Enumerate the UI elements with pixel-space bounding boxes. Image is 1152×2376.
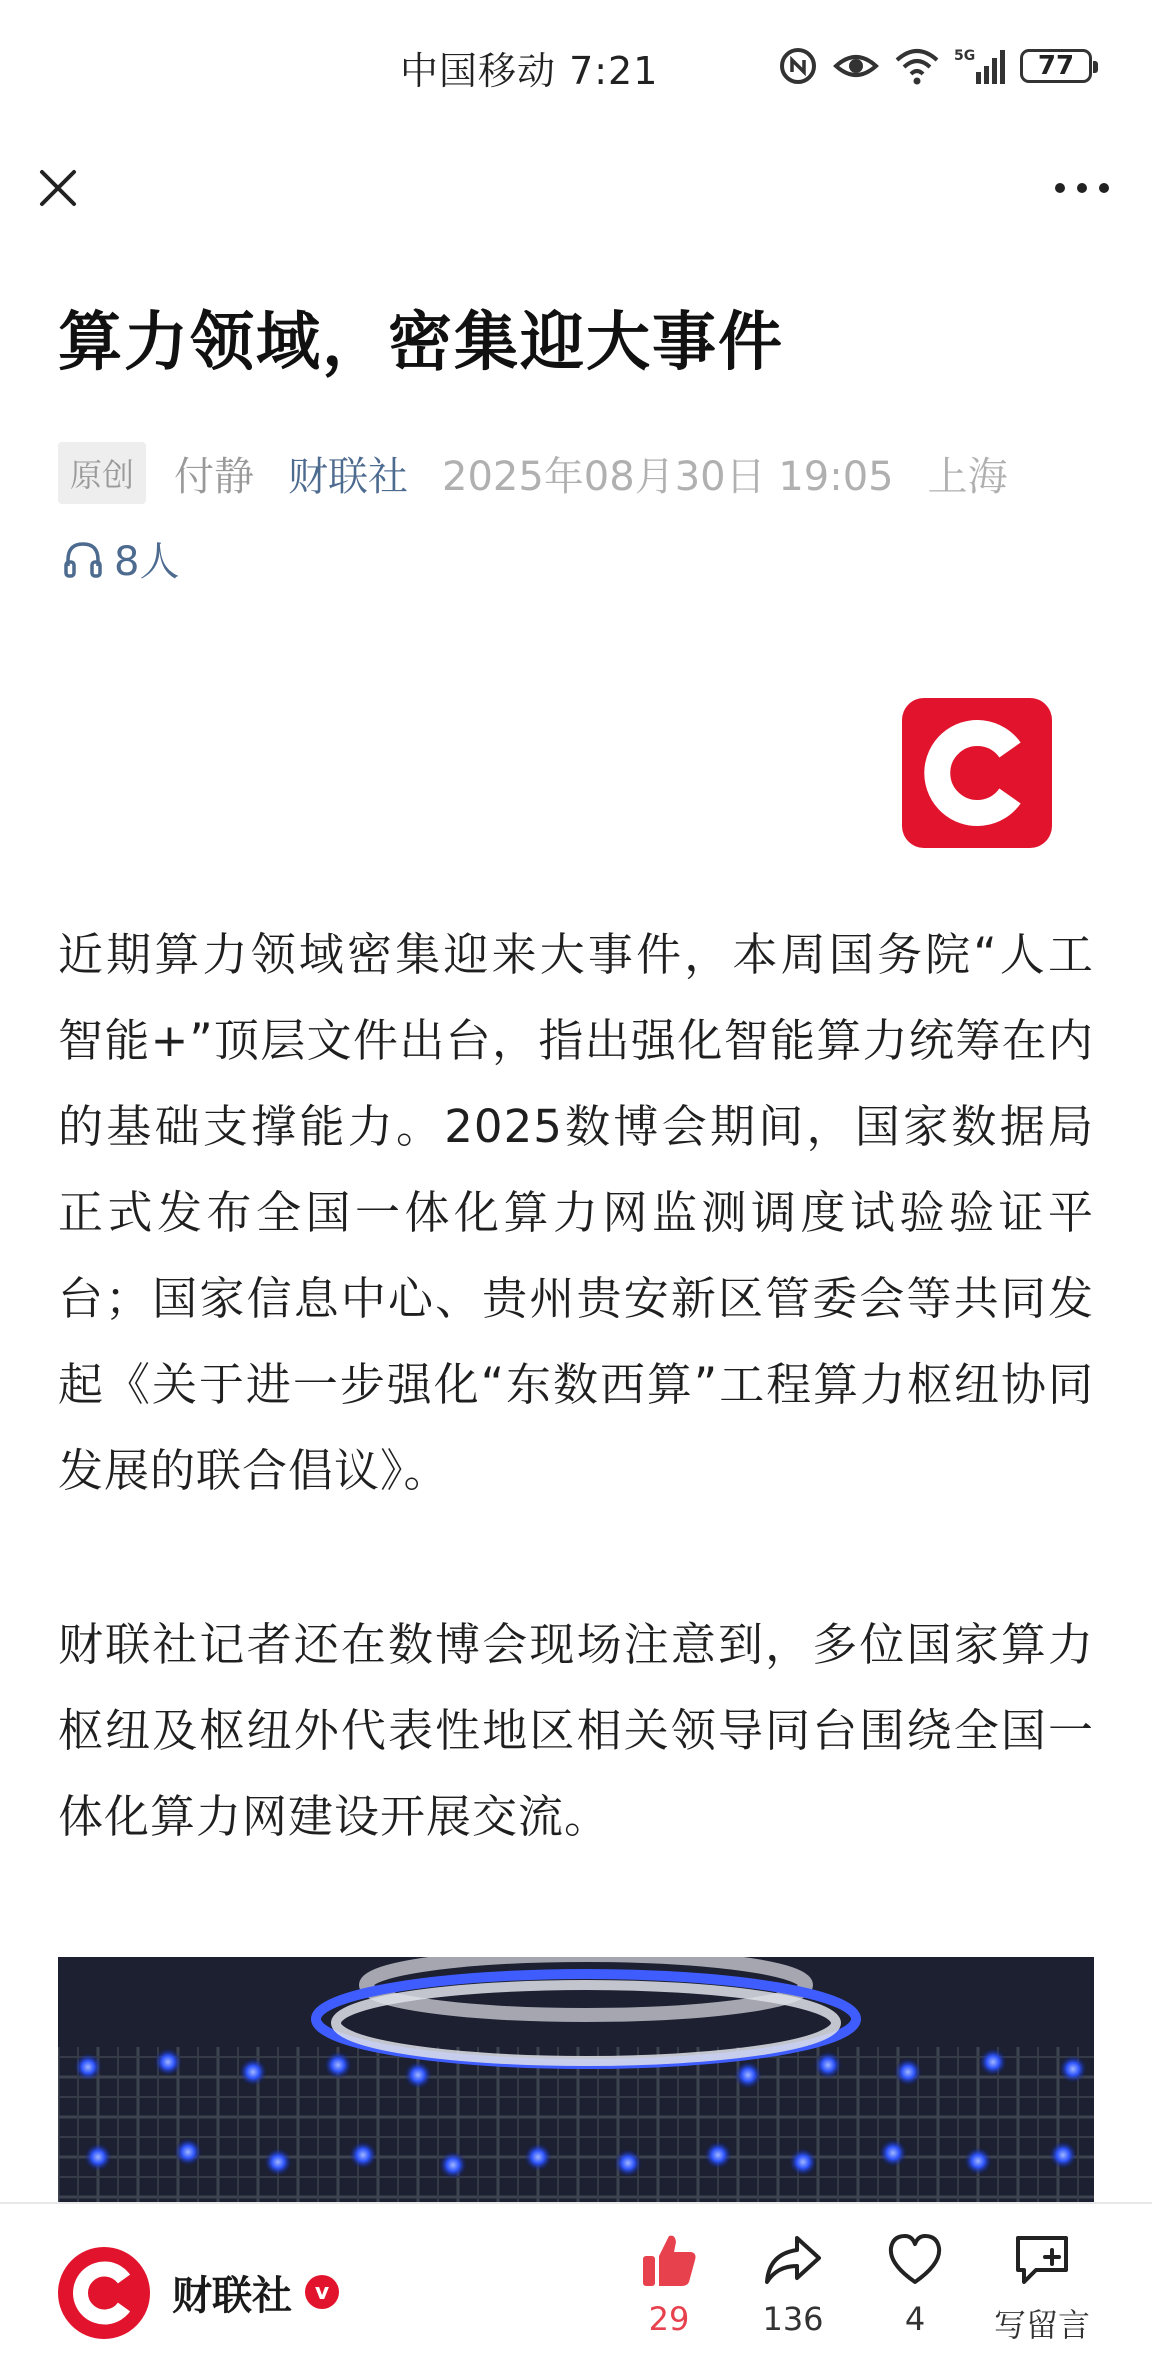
- article-title: 算力领域，密集迎大事件: [58, 306, 784, 380]
- original-badge: 原创: [58, 442, 146, 504]
- source-name[interactable]: 财联社: [172, 2273, 292, 2319]
- more-button[interactable]: [1042, 160, 1122, 216]
- favorite-count: 4: [904, 2300, 926, 2338]
- favorite-button[interactable]: [860, 2230, 970, 2338]
- comment-add-icon: [1012, 2230, 1072, 2290]
- battery-level: 77: [1037, 51, 1075, 81]
- status-bar: [0, 0, 1152, 130]
- cls-c-logo-icon: [902, 698, 1052, 848]
- share-button[interactable]: [738, 2230, 848, 2338]
- listen-button[interactable]: [62, 530, 179, 587]
- like-count: 29: [648, 2300, 690, 2338]
- source-avatar[interactable]: [58, 2247, 150, 2339]
- bottom-action-bar: [0, 2202, 1152, 2376]
- source-link[interactable]: 财联社: [288, 453, 409, 500]
- nfc-icon: [778, 46, 818, 86]
- share-icon: [763, 2230, 823, 2290]
- author-name[interactable]: 付静: [174, 453, 255, 500]
- heart-icon: [885, 2230, 945, 2290]
- article-meta: [58, 442, 1108, 504]
- article-paragraph: 近期算力领域密集迎来大事件，本周国务院“人工智能+”顶层文件出台，指出强化智能算力统筹在内的基础支撑能力。2025数博会期间，国家数据局正式发布全国一体化算力网监测调度试验验证平台；国家信息中心、贵州贵安新区管委会等共同发起《关于进一步强化“东数西算”工程算力枢纽协同发展的联合倡议》。: [58, 928, 1094, 1497]
- publish-location: 上海: [927, 453, 1008, 500]
- svg-text:5G: 5G: [954, 48, 976, 64]
- publish-datetime: 2025年08月30日 19:05: [442, 453, 894, 500]
- article-photo[interactable]: [58, 1957, 1094, 2202]
- headphones-icon: [62, 538, 104, 580]
- wifi-icon: [894, 46, 940, 86]
- close-button[interactable]: [30, 160, 86, 216]
- close-icon: [36, 166, 80, 210]
- write-comment-button[interactable]: [982, 2230, 1102, 2346]
- like-button[interactable]: [614, 2230, 724, 2338]
- eye-icon: [832, 46, 880, 86]
- status-carrier-time: 中国移动 7:21: [400, 49, 659, 93]
- article-paragraph: 财联社记者还在数博会现场注意到，多位国家算力枢纽及枢纽外代表性地区相关领导同台围绕全国一体化算力网建设开展交流。: [58, 1618, 1094, 1843]
- status-icons: [778, 42, 1092, 90]
- write-comment-label: 写留言: [993, 2306, 1090, 2344]
- battery-indicator: [1020, 49, 1092, 83]
- event-venue-photo: [58, 1957, 1094, 2202]
- listener-count: 8人: [114, 539, 180, 585]
- thumbs-up-icon: [639, 2230, 699, 2290]
- cls-logo-image: [902, 698, 1052, 848]
- cls-c-logo-icon: [58, 2247, 150, 2339]
- share-count: 136: [762, 2300, 824, 2338]
- signal-icon: [954, 46, 1006, 86]
- more-icon: [1052, 180, 1112, 196]
- verified-badge: v: [305, 2275, 339, 2309]
